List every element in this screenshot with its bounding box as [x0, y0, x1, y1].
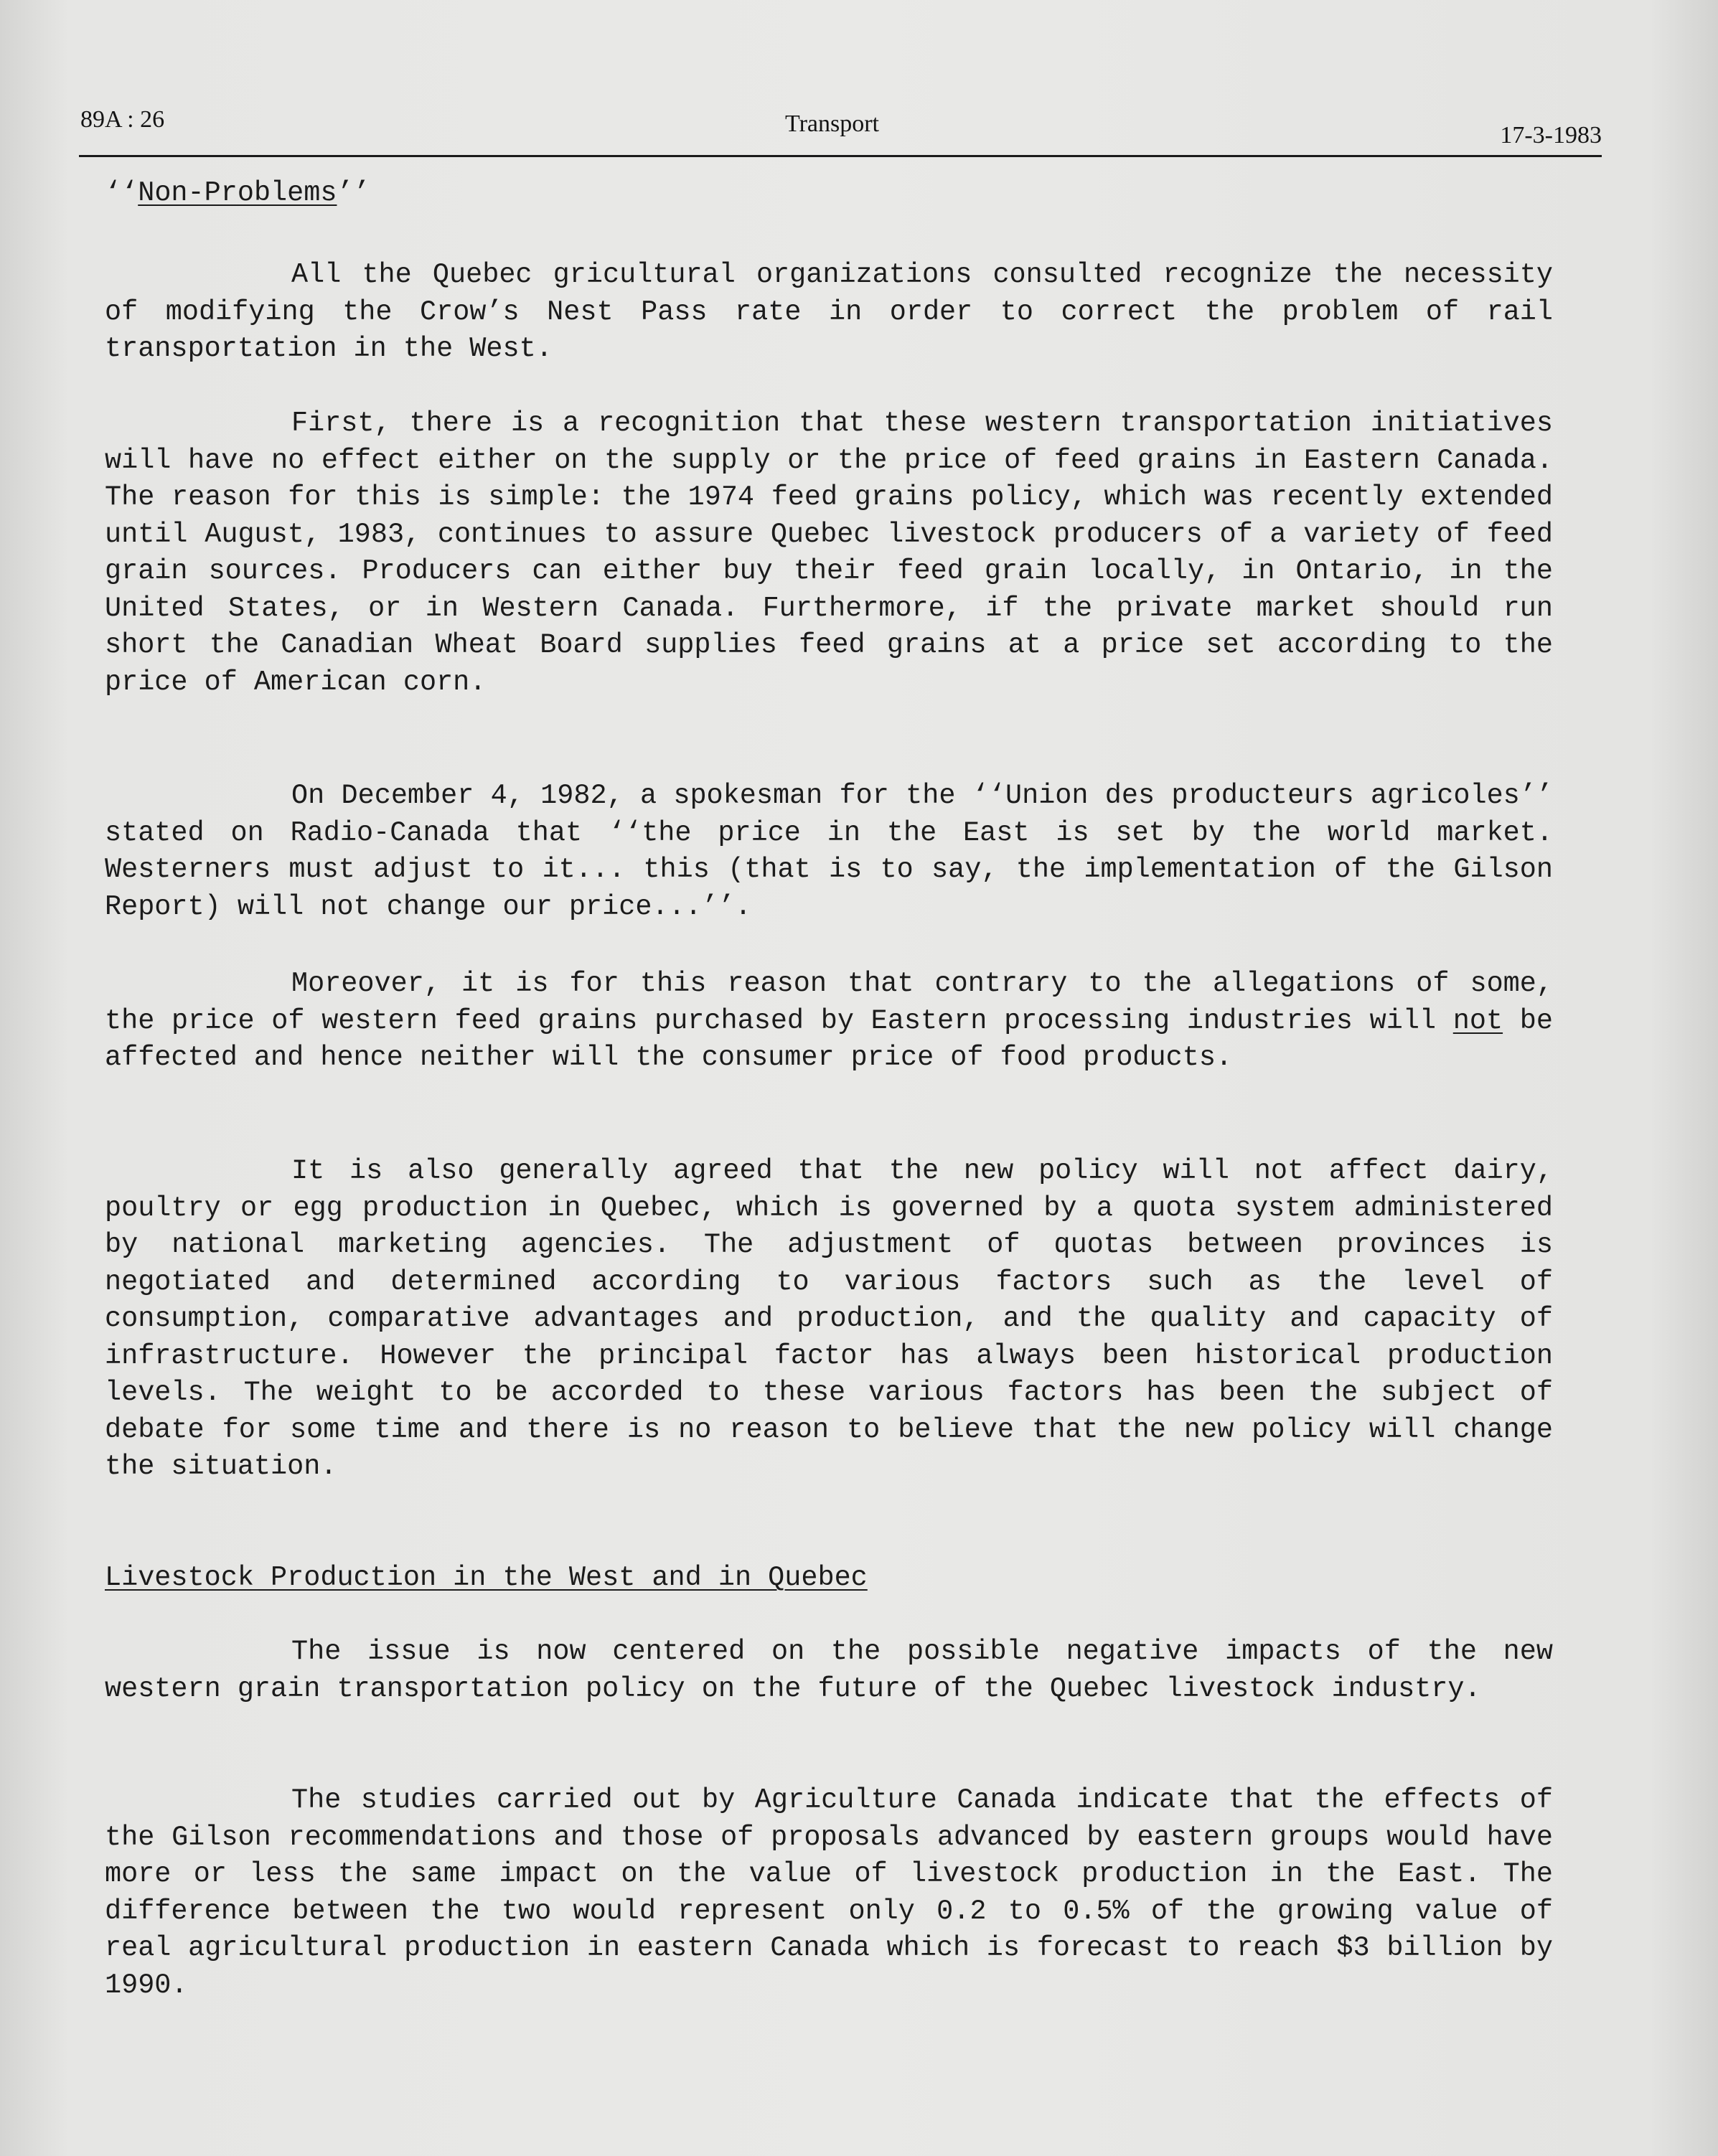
paragraph-7: The studies carried out by Agriculture Canada indicate that the effects of the Gilson recommendations and those of proposals advanced by eastern groups would have more or less the same impact on the value of livestock production in the East. The difference between the two would represent only 0.2 to 0.5% of the growing value of real agricultural production in eastern Canada which is forecast to reach $3 billion by 1990. — [105, 1784, 1553, 2001]
page-number: 89A : 26 — [80, 106, 165, 133]
paragraph-4-text-b: be affected and hence neither will the consumer price of food products. — [105, 1004, 1554, 1073]
section-title: Transport — [785, 110, 879, 137]
heading-close-quote: ’’ — [337, 177, 370, 209]
paragraph-1: All the Quebec gricultural organizations consulted recognize the necessity of modifying the Crow’s Nest Pass rate in order to correct the problem of rail transportation in the West. — [105, 259, 1553, 364]
paragraph-5: It is also generally agreed that the new policy will not affect dairy, poultry or egg production in Quebec, which is governed by a quota system administered by national marketing agencies. The adjustment of quotas between provinces is negotiated and determined according to various factors such as the level of consumption, comparative advantages and production, and the quality and capacity of infrastructure. However the principal factor has always been historical production levels. The weight to be accorded to these various factors has been the subject of debate for some time and there is no reason to believe that the new policy will change the situation. — [105, 1155, 1553, 1482]
header-rule — [79, 155, 1602, 157]
page-header — [80, 102, 1602, 152]
heading-non-problems-text: Non-Problems — [138, 177, 337, 209]
heading-livestock-production: Livestock Production in the West and in Quebec — [105, 1562, 868, 1594]
heading-open-quote: ‘‘ — [105, 177, 139, 209]
paragraph-4 — [105, 966, 1553, 1077]
heading-non-problems — [105, 175, 370, 212]
paragraph-6: The issue is now centered on the possible negative impacts of the new western grain transportation policy on the future of the Quebec livestock industry. — [105, 1636, 1553, 1705]
page-date: 17-3-1983 — [1500, 122, 1602, 149]
paragraph-4-emphasis: not — [1452, 1004, 1503, 1037]
paragraph-4-text-a: Moreover, it is for this reason that contrary to the allegations of some, the price of western feed grains purchased by Eastern processing industries will — [105, 968, 1553, 1037]
paragraph-3: On December 4, 1982, a spokesman for the ‘‘Union des producteurs agricoles’’ stated on Radio-Canada that ‘‘the price in the East is set by the world market. Westerners must adjust to it... this (that is to say, the implementation of the Gilson Report) will not change our price...’’. — [105, 780, 1553, 923]
paragraph-2: First, there is a recognition that these western transportation initiatives will have no effect either on the supply or the price of feed grains in Eastern Canada. The reason for this is simple: the 1974 feed grains policy, which was recently extended until August, 1983, continues to assure Quebec livestock producers of a variety of feed grain sources. Producers can either buy their feed grain locally, in Ontario, in the United States, or in Western Canada. Furthermore, if the private market should run short the Canadian Wheat Board supplies feed grains at a price set according to the price of American corn. — [105, 408, 1553, 698]
